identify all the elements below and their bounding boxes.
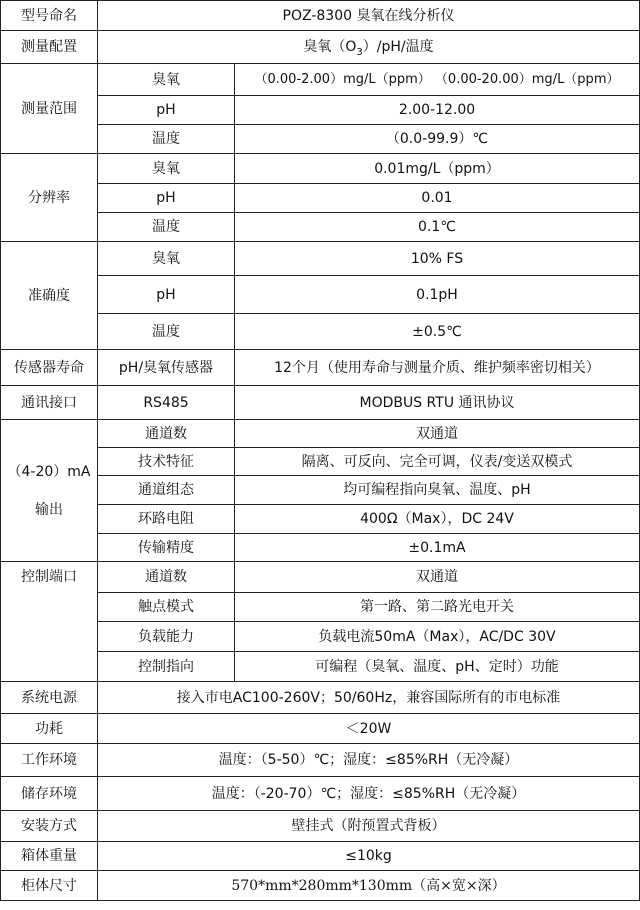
table-row (1, 777, 640, 811)
table-row (1, 811, 640, 842)
row-value: （0.00-2.00）mg/L（ppm） （0.00-20.00）mg/L（ppm） (235, 64, 640, 96)
sub-label: 传输精度 (98, 534, 235, 562)
sub-label: 温度 (98, 314, 235, 350)
row-value: ±0.1mA (235, 534, 640, 562)
table-row (1, 682, 640, 714)
sub-label: 环路电阻 (98, 505, 235, 534)
row-value: 10% FS (235, 242, 640, 276)
row-value: 双通道 (235, 420, 640, 448)
row-value: 臭氧$(O_3)/pH/$温度 (98, 31, 640, 64)
row-value: 隔离、可反向、完全可调，仪表/变送双模式 (235, 448, 640, 476)
row-label: 型号命名 (1, 1, 98, 31)
row-value: 温度：（-20-70）℃；湿度：≤85%RH（无冷凝） (98, 777, 640, 811)
sub-label: 通道数 (98, 420, 235, 448)
row-value: ＜20W (98, 714, 640, 744)
table-row (1, 242, 640, 276)
sub-label: pH (98, 276, 235, 314)
sub-label: 通道数 (98, 562, 235, 593)
row-value: MODBUS RTU 通讯协议 (235, 386, 640, 420)
row-value: POZ-8300 臭氧在线分析仪 (98, 1, 640, 31)
row-value: 双通道 (235, 562, 640, 593)
table-row (1, 154, 640, 184)
sub-label: 技术特征 (98, 448, 235, 476)
table-row (1, 871, 640, 901)
sub-label: 通道组态 (98, 476, 235, 505)
row-value: 温度：（5-50）℃；湿度：≤85%RH（无冷凝） (98, 744, 640, 777)
row-value: 0.1℃ (235, 213, 640, 242)
table-row (1, 714, 640, 744)
row-value: 0.01mg/L（ppm） (235, 154, 640, 184)
sub-label: 温度 (98, 125, 235, 154)
row-value: 12个月（使用寿命与测量介质、维护频率密切相关） (235, 350, 640, 386)
group-label-line: 输出 (35, 501, 63, 518)
row-value: ≤10kg (98, 842, 640, 871)
sub-label: 控制指向 (98, 652, 235, 682)
sub-label: 臭氧 (98, 242, 235, 276)
sub-label: 负载能力 (98, 622, 235, 652)
table-row (1, 386, 640, 420)
sub-label: 触点模式 (98, 593, 235, 622)
row-label: 通讯接口 (1, 386, 98, 420)
table-row (1, 350, 640, 386)
table-row (1, 562, 640, 593)
group-label: 准确度 (1, 242, 98, 350)
sub-label: 臭氧 (98, 154, 235, 184)
row-value: 第一路、第二路光电开关 (235, 593, 640, 622)
row-value: 可编程（臭氧、温度、pH、定时）功能 (235, 652, 640, 682)
sub-label: pH/臭氧传感器 (98, 350, 235, 386)
row-label: 测量配置 (1, 31, 98, 64)
row-label: 柜体尺寸 (1, 871, 98, 901)
table-row (1, 744, 640, 777)
row-label: 传感器寿命 (1, 350, 98, 386)
row-value: ±0.5℃ (235, 314, 640, 350)
sub-label: pH (98, 96, 235, 125)
group-label (1, 420, 98, 562)
row-value: 570*mm*280mm*130mm（高×宽×深） (98, 871, 640, 901)
table-row (1, 842, 640, 871)
table-row (1, 1, 640, 31)
row-value: 负载电流50mA（Max），AC/DC 30V (235, 622, 640, 652)
row-value: 2.00-12.00 (235, 96, 640, 125)
row-value: 壁挂式（附预置式背板） (98, 811, 640, 842)
group-label-line: （4-20）mA (7, 463, 91, 480)
row-label: 系统电源 (1, 682, 98, 714)
row-value: 接入市电AC100-260V；50/60Hz，兼容国际所有的市电标准 (98, 682, 640, 714)
row-value: 400Ω（Max），DC 24V (235, 505, 640, 534)
group-label: 测量范围 (1, 64, 98, 154)
row-label: 箱体重量 (1, 842, 98, 871)
row-label: 功耗 (1, 714, 98, 744)
row-value: 0.01 (235, 184, 640, 213)
row-label: 储存环境 (1, 777, 98, 811)
table-row (1, 420, 640, 448)
row-label: 安装方式 (1, 811, 98, 842)
row-value: （0.0-99.9）℃ (235, 125, 640, 154)
sub-label: pH (98, 184, 235, 213)
sub-label: 温度 (98, 213, 235, 242)
sub-label: RS485 (98, 386, 235, 420)
row-label: 工作环境 (1, 744, 98, 777)
table-row (1, 31, 640, 64)
group-label: 分辨率 (1, 154, 98, 242)
group-label: 控制端口 (1, 562, 98, 682)
table-row (1, 64, 640, 96)
row-value: 0.1pH (235, 276, 640, 314)
sub-label: 臭氧 (98, 64, 235, 96)
row-value: 均可编程指向臭氧、温度、pH (235, 476, 640, 505)
